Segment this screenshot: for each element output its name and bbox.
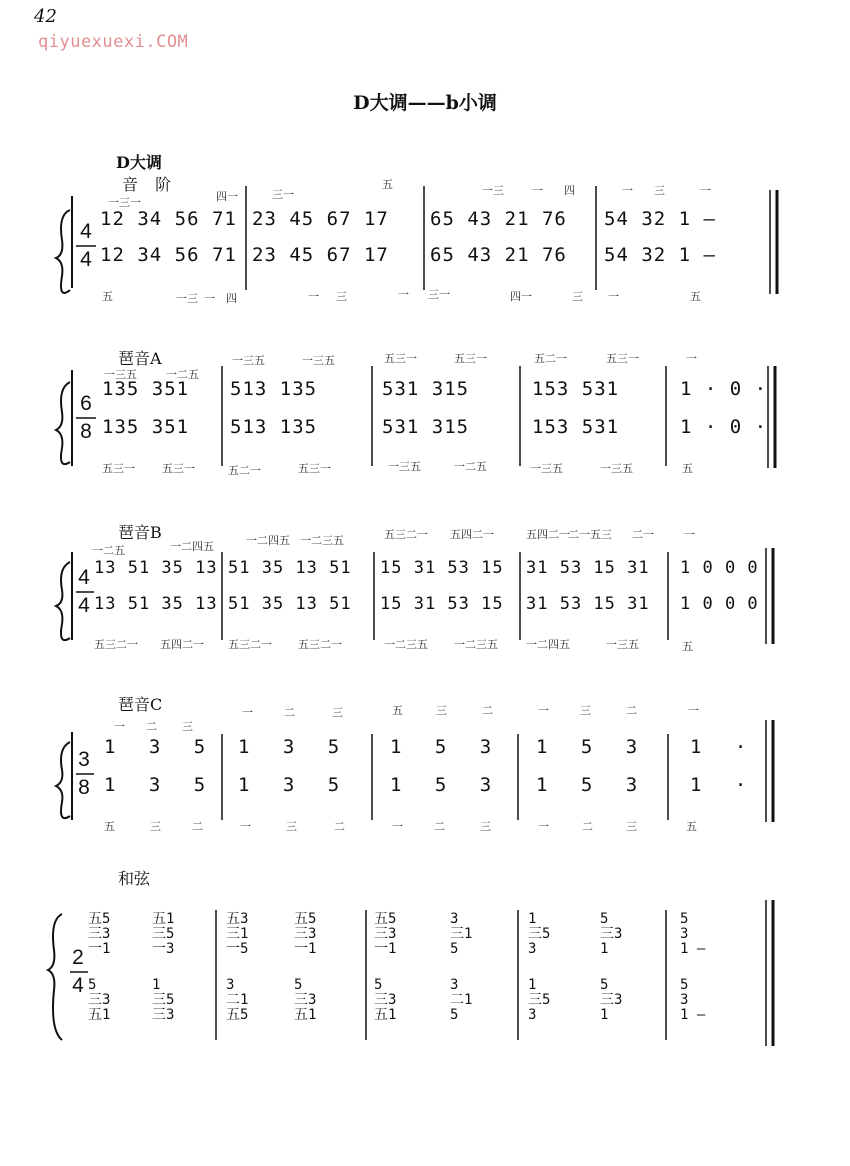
fingering: 三 bbox=[332, 706, 343, 719]
fingering: 三 bbox=[626, 820, 637, 833]
notes-upper-m2: 1 3 5 bbox=[238, 736, 341, 758]
notes-upper-m2: 51 35 13 51 bbox=[228, 558, 352, 578]
fingering: 三 bbox=[286, 820, 297, 833]
page-title: D大调——b小调 bbox=[353, 92, 497, 114]
fingering: 三一 bbox=[272, 188, 294, 201]
fingering: 五三二一 bbox=[384, 528, 428, 541]
fingering: 三 bbox=[182, 720, 193, 733]
notes-lower-m3: 15 31 53 15 bbox=[380, 594, 504, 614]
fingering: 一三五 bbox=[302, 354, 335, 367]
chord-upper: 五5 三3 一1 bbox=[374, 911, 397, 957]
fingering: 一三 bbox=[176, 292, 198, 305]
time-sig-bottom: 8 bbox=[80, 420, 92, 443]
fingering: 二 bbox=[482, 704, 493, 717]
notes-upper-m5: 1 0 0 0 bbox=[680, 558, 759, 578]
fingering: 一二五 bbox=[92, 544, 125, 557]
time-sig-bottom: 4 bbox=[78, 594, 90, 617]
notes-upper-m3: 15 31 53 15 bbox=[380, 558, 504, 578]
time-sig-bottom: 8 bbox=[78, 776, 90, 799]
notes-lower-m1: 135 351 bbox=[102, 416, 190, 438]
notes-lower-m1: 1 3 5 bbox=[104, 774, 207, 796]
fingering: 五 bbox=[682, 462, 693, 475]
fingering: 五 bbox=[682, 640, 693, 653]
fingering: 五 bbox=[392, 704, 403, 717]
fingering: 三 bbox=[572, 290, 583, 303]
notes-lower-m4: 1 5 3 bbox=[536, 774, 639, 796]
notes-upper-m4: 1 5 3 bbox=[536, 736, 639, 758]
fingering: 二 bbox=[434, 820, 445, 833]
fingering: 一 bbox=[532, 184, 543, 197]
fingering: 一三五 bbox=[606, 638, 639, 651]
chord-upper: 五1 三5 一3 bbox=[152, 911, 175, 957]
fingering: 三 bbox=[436, 704, 447, 717]
fingering: 一二四五 bbox=[246, 534, 290, 547]
fingering: 二 bbox=[146, 720, 157, 733]
section-sublabel: 音 阶 bbox=[122, 175, 178, 194]
section-label: 琶音C bbox=[118, 695, 163, 714]
fingering: 一 bbox=[114, 720, 125, 733]
chord-lower: 3 二1 5 bbox=[450, 977, 473, 1023]
notes-upper-m1: 13 51 35 13 bbox=[94, 558, 218, 578]
notes-upper-m5: 1 · 0 · bbox=[680, 378, 768, 400]
fingering: 二 bbox=[284, 706, 295, 719]
fingering: 三 bbox=[580, 704, 591, 717]
chord-upper: 1 三5 3 bbox=[528, 911, 551, 957]
notes-lower-m1: 12 34 56 71 bbox=[100, 244, 237, 266]
page-number: 42 bbox=[34, 6, 57, 27]
notes-lower-m5: 1 0 0 0 bbox=[680, 594, 759, 614]
chord-lower: 5 3 1 — bbox=[680, 977, 706, 1023]
chord-upper: 5 3 1 — bbox=[680, 911, 706, 957]
fingering: 一 bbox=[240, 820, 251, 833]
notes-lower-m1: 13 51 35 13 bbox=[94, 594, 218, 614]
fingering: 五三一 bbox=[606, 352, 639, 365]
fingering: 五 bbox=[104, 820, 115, 833]
fingering: 一 bbox=[308, 290, 319, 303]
fingering: 二 bbox=[582, 820, 593, 833]
fingering: 一三 bbox=[482, 184, 504, 197]
fingering: 五三二一 bbox=[228, 638, 272, 651]
fingering: 一 bbox=[686, 352, 697, 365]
fingering: 一 bbox=[538, 820, 549, 833]
chord-lower: 1 三5 三3 bbox=[152, 977, 175, 1023]
fingering: 一二三五 bbox=[454, 638, 498, 651]
fingering: 五 bbox=[690, 290, 701, 303]
fingering: 一二五 bbox=[166, 368, 199, 381]
fingering: 三 bbox=[150, 820, 161, 833]
notes-upper-m2: 23 45 67 17 bbox=[252, 208, 389, 230]
section-label: D大调 bbox=[116, 153, 162, 172]
fingering: 三一 bbox=[428, 288, 450, 301]
fingering: 四一 bbox=[510, 290, 532, 303]
notes-lower-m3: 1 5 3 bbox=[390, 774, 493, 796]
fingering: 四一 bbox=[216, 190, 238, 203]
notes-lower-m2: 51 35 13 51 bbox=[228, 594, 352, 614]
fingering: 五四二一 bbox=[160, 638, 204, 651]
notes-lower-m2: 23 45 67 17 bbox=[252, 244, 389, 266]
chord-lower: 3 二1 五5 bbox=[226, 977, 249, 1023]
notes-lower-m5: 1 · bbox=[690, 774, 748, 796]
notes-lower-m2: 513 135 bbox=[230, 416, 318, 438]
notes-upper-m1: 12 34 56 71 bbox=[100, 208, 237, 230]
chord-upper: 五3 三1 一5 bbox=[226, 911, 249, 957]
fingering: 四 bbox=[226, 292, 237, 305]
notes-upper-m4: 31 53 15 31 bbox=[526, 558, 650, 578]
fingering: 一 bbox=[622, 184, 633, 197]
fingering: 二 bbox=[334, 820, 345, 833]
chord-lower: 1 三5 3 bbox=[528, 977, 551, 1023]
fingering: 二一五三 bbox=[568, 528, 612, 541]
fingering: 三 bbox=[480, 820, 491, 833]
notes-lower-m4: 54 32 1 — bbox=[604, 244, 716, 266]
fingering: 一 bbox=[242, 706, 253, 719]
time-sig-top: 2 bbox=[72, 946, 84, 969]
fingering: 一三五 bbox=[388, 460, 421, 473]
fingering: 五三一 bbox=[162, 462, 195, 475]
fingering: 五三二一 bbox=[94, 638, 138, 651]
fingering: 一三五 bbox=[530, 462, 563, 475]
fingering: 五三一 bbox=[454, 352, 487, 365]
fingering: 五二一 bbox=[534, 352, 567, 365]
fingering: 一二三五 bbox=[384, 638, 428, 651]
chord-lower: 5 三3 五1 bbox=[88, 977, 111, 1023]
notes-lower-m4: 153 531 bbox=[532, 416, 620, 438]
section-label: 琶音A bbox=[118, 349, 162, 368]
chord-upper: 5 三3 1 bbox=[600, 911, 623, 957]
notes-lower-m2: 1 3 5 bbox=[238, 774, 341, 796]
fingering: 一三一 bbox=[108, 196, 141, 209]
fingering: 二 bbox=[626, 704, 637, 717]
notes-lower-m4: 31 53 15 31 bbox=[526, 594, 650, 614]
fingering: 五 bbox=[382, 178, 393, 191]
notes-lower-m5: 1 · 0 · bbox=[680, 416, 768, 438]
fingering: 二 bbox=[192, 820, 203, 833]
fingering: 一 bbox=[688, 704, 699, 717]
fingering: 四 bbox=[564, 184, 575, 197]
notes-upper-m2: 513 135 bbox=[230, 378, 318, 400]
notes-upper-m4: 54 32 1 — bbox=[604, 208, 716, 230]
time-sig-top: 3 bbox=[78, 748, 90, 771]
fingering: 五三二一 bbox=[298, 638, 342, 651]
fingering: 五 bbox=[102, 290, 113, 303]
notes-upper-m5: 1 · bbox=[690, 736, 748, 758]
notes-lower-m3: 65 43 21 76 bbox=[430, 244, 567, 266]
fingering: 五三一 bbox=[298, 462, 331, 475]
notes-upper-m4: 153 531 bbox=[532, 378, 620, 400]
fingering: 一 bbox=[684, 528, 695, 541]
fingering: 五二一 bbox=[228, 464, 261, 477]
fingering: 一二四五 bbox=[526, 638, 570, 651]
notes-upper-m1: 1 3 5 bbox=[104, 736, 207, 758]
fingering: 五三一 bbox=[384, 352, 417, 365]
chord-lower: 5 三3 五1 bbox=[294, 977, 317, 1023]
fingering: 五四二一 bbox=[450, 528, 494, 541]
time-sig-top: 6 bbox=[80, 392, 92, 415]
chord-upper: 五5 三3 一1 bbox=[88, 911, 111, 957]
chord-upper: 五5 三3 一1 bbox=[294, 911, 317, 957]
chord-lower: 5 三3 1 bbox=[600, 977, 623, 1023]
fingering: 一二五 bbox=[454, 460, 487, 473]
fingering: 五 bbox=[686, 820, 697, 833]
fingering: 一 bbox=[392, 820, 403, 833]
chord-lower: 5 三3 五1 bbox=[374, 977, 397, 1023]
notes-upper-m3: 1 5 3 bbox=[390, 736, 493, 758]
section-label: 琶音B bbox=[118, 523, 162, 542]
fingering: 一三五 bbox=[104, 368, 137, 381]
chord-upper: 3 三1 5 bbox=[450, 911, 473, 957]
fingering: 三 bbox=[336, 290, 347, 303]
time-sig-top: 4 bbox=[78, 566, 90, 589]
notes-upper-m3: 531 315 bbox=[382, 378, 470, 400]
fingering: 一 bbox=[204, 292, 215, 305]
fingering: 一三五 bbox=[232, 354, 265, 367]
fingering: 一三五 bbox=[600, 462, 633, 475]
time-sig-bottom: 4 bbox=[80, 248, 92, 271]
fingering: 二一 bbox=[632, 528, 654, 541]
notes-lower-m3: 531 315 bbox=[382, 416, 470, 438]
section-label: 和弦 bbox=[118, 869, 151, 888]
fingering: 五四二一 bbox=[526, 528, 570, 541]
watermark: qiyuexuexi.COM bbox=[38, 32, 189, 52]
fingering: 五三一 bbox=[102, 462, 135, 475]
fingering: 三 bbox=[654, 184, 665, 197]
time-sig-bottom: 4 bbox=[72, 974, 84, 997]
notes-upper-m1: 135 351 bbox=[102, 378, 190, 400]
fingering: 一 bbox=[608, 290, 619, 303]
fingering: 一二四五 bbox=[170, 540, 214, 553]
fingering: 一二三五 bbox=[300, 534, 344, 547]
fingering: 一 bbox=[700, 184, 711, 197]
notes-upper-m3: 65 43 21 76 bbox=[430, 208, 567, 230]
fingering: 一 bbox=[398, 288, 409, 301]
fingering: 一 bbox=[538, 704, 549, 717]
time-sig-top: 4 bbox=[80, 220, 92, 243]
